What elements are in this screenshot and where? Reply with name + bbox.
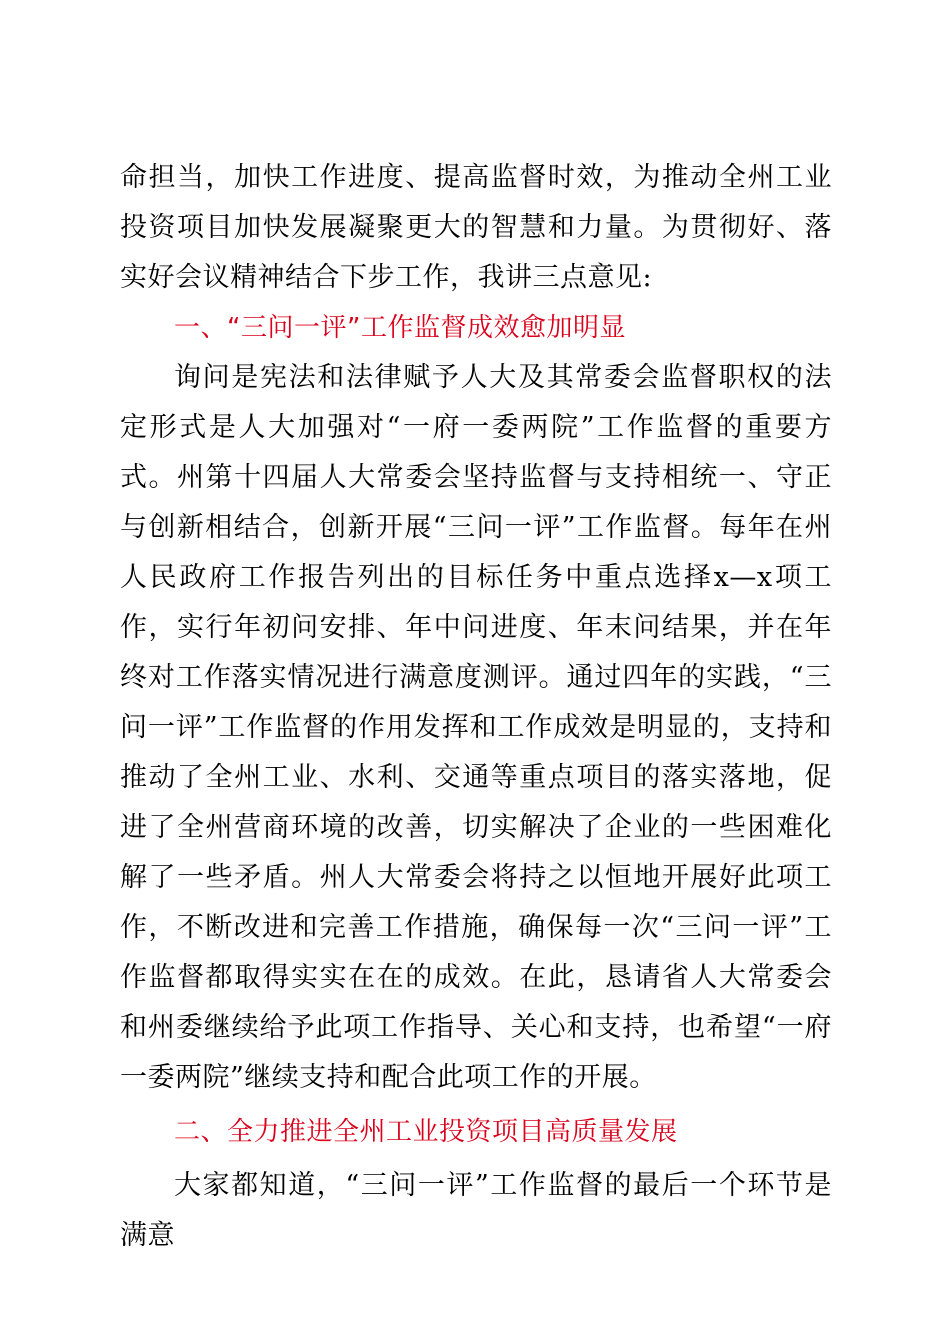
section-1-heading: 一、“三问一评”工作监督成效愈加明显 xyxy=(174,313,626,343)
continuation-paragraph: 命担当，加快工作进度、提高监督时效，为推动全州工业投资项目加快发展凝聚更大的智慧和力量。为贯彻好、落实好会议精神结合下步工作，我讲三点意见: xyxy=(120,162,832,293)
section-1-paragraph: 询问是宪法和法律赋予人大及其常委会监督职权的法定形式是人大加强对“一府一委两院”工作监督的重要方式。州第十四届人大常委会坚持监督与支持相统一、守正与创新相结合，创新开展“三问一评”工作监督。每年在州人民政府工作报告列出的目标任务中重点选择x—x项工作，实行年初问安排、年中问进度、年末问结果，并在年终对工作落实情况进行满意度测评。通过四年的实践，“三问一评”工作监督的作用发挥和工作成效是明显的，支持和推动了全州工业、水利、交通等重点项目的落实落地，促进了全州营商环境的改善，切实解决了企业的一些困难化解了一些矛盾。州人大常委会将持之以恒地开展好此项工作，不断改进和完善工作措施，确保每一次“三问一评”工作监督都取得实实在在的成效。在此，恳请省人大常委会和州委继续给予此项工作指导、关心和支持，也希望“一府一委两院”继续支持和配合此项工作的开展。 xyxy=(120,362,832,1093)
section-2-paragraph: 大家都知道，“三问一评”工作监督的最后一个环节是满意 xyxy=(120,1170,832,1251)
section-2-heading: 二、全力推进全州工业投资项目高质量发展 xyxy=(174,1117,678,1147)
document-body xyxy=(120,153,832,1261)
